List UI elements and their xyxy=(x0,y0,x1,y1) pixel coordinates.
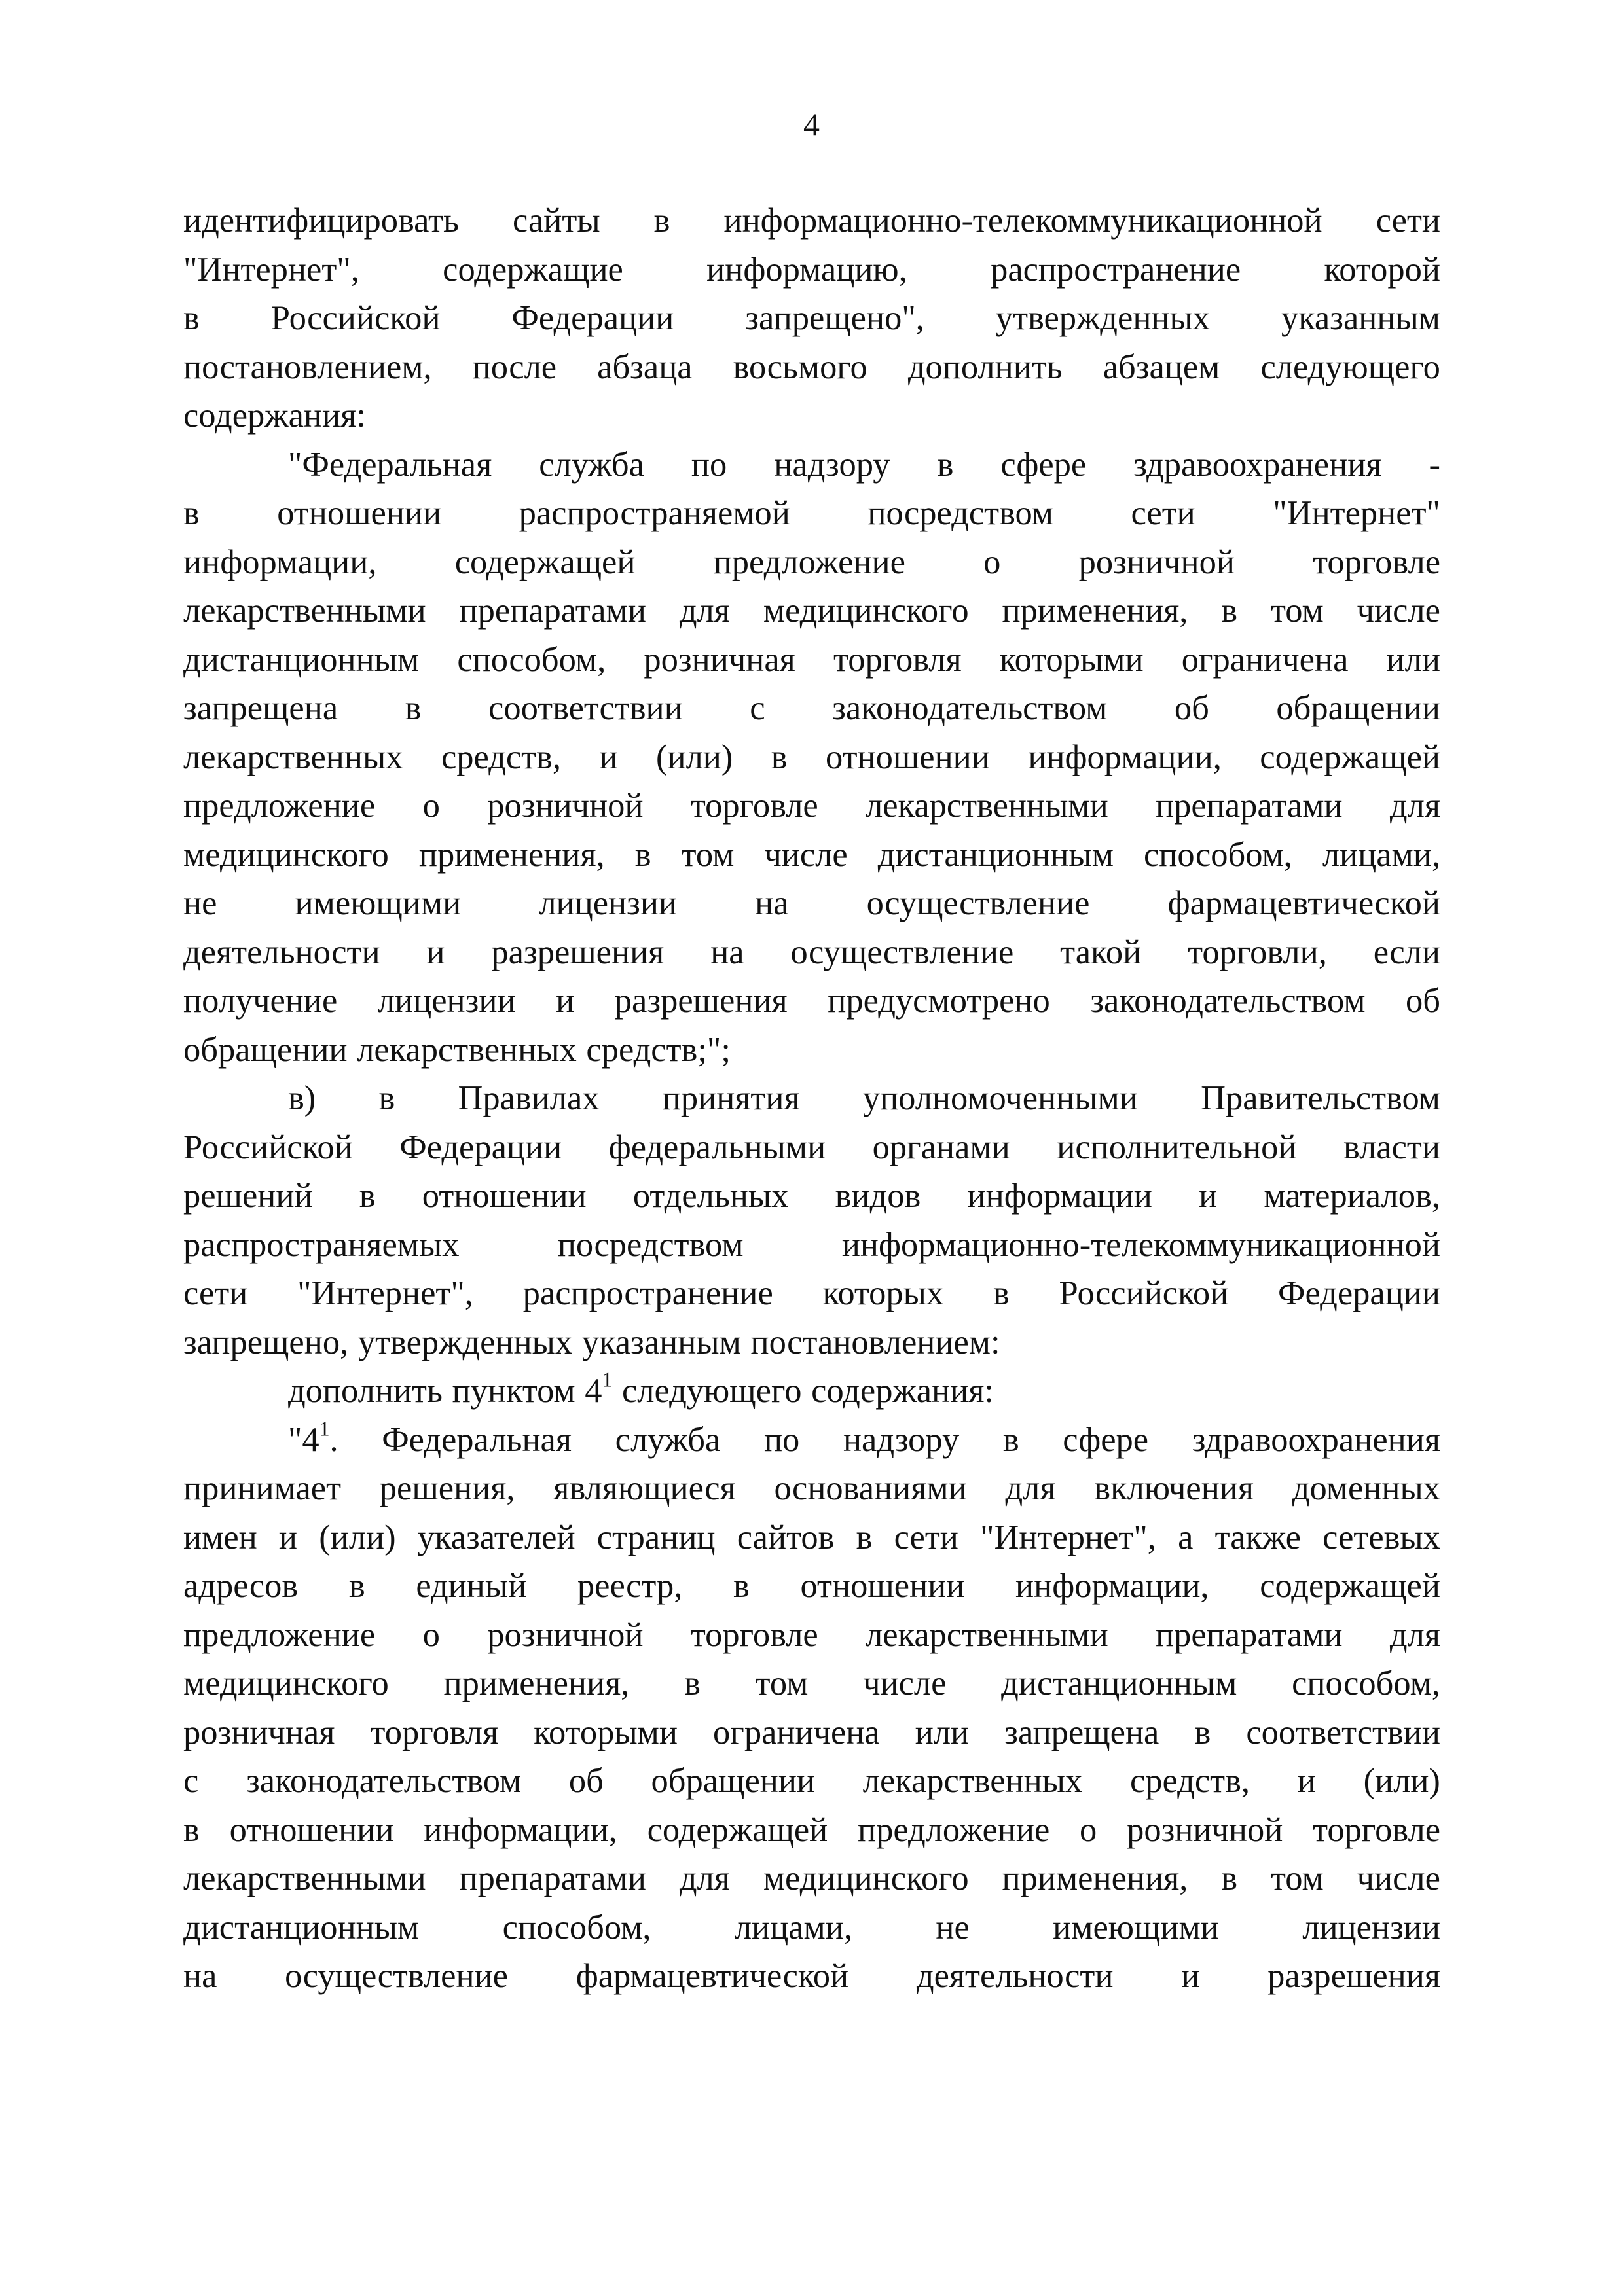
text-line xyxy=(183,391,1440,440)
word: сети xyxy=(1376,202,1440,240)
word: Федеральная xyxy=(382,1420,572,1459)
word: отношении xyxy=(800,1567,965,1605)
word: (или) xyxy=(655,738,733,776)
word: применения, xyxy=(443,1664,630,1702)
word: в xyxy=(348,1567,365,1605)
word: ограничена xyxy=(713,1713,880,1751)
word: дистанционным xyxy=(183,640,420,679)
text-line xyxy=(183,1123,1440,1172)
word: информацию, xyxy=(706,250,907,289)
word: которых xyxy=(822,1274,944,1312)
word: страниц xyxy=(596,1518,716,1556)
word: посредством xyxy=(557,1225,744,1264)
word: решений xyxy=(183,1177,313,1215)
text-line xyxy=(183,1318,1440,1367)
word: для xyxy=(679,1859,730,1897)
word: торговле xyxy=(1313,543,1440,581)
word: предусмотрено xyxy=(828,982,1050,1020)
word: законодательством xyxy=(832,689,1108,727)
word: отношении xyxy=(422,1177,587,1215)
word: об xyxy=(568,1762,604,1800)
word: постановлением, xyxy=(183,348,432,386)
word: об xyxy=(1405,982,1440,1020)
word: исполнительной xyxy=(1057,1128,1297,1166)
word: $4^1$ xyxy=(585,1368,613,1410)
word: "Интернет", xyxy=(297,1274,473,1312)
text-line xyxy=(183,1464,1440,1513)
word: в xyxy=(684,1664,701,1702)
word: отдельных xyxy=(632,1177,789,1215)
word: дистанционным xyxy=(183,1908,420,1946)
word: законодательством xyxy=(1090,982,1366,1020)
word: отношении xyxy=(229,1810,394,1849)
body-text xyxy=(183,196,1440,2001)
text-line xyxy=(183,1659,1440,1708)
word: том xyxy=(1270,592,1324,630)
word: лицами, xyxy=(734,1908,852,1946)
word: сети xyxy=(1131,494,1195,532)
word: и xyxy=(1297,1762,1316,1800)
word: лекарственных xyxy=(862,1762,1083,1800)
word: "$4^1$. xyxy=(288,1416,338,1459)
word: в xyxy=(183,494,200,532)
word: запрещено", xyxy=(745,299,924,337)
word: восьмого xyxy=(733,348,867,386)
word: препаратами xyxy=(1156,787,1343,825)
word: и xyxy=(278,1518,298,1556)
word: законодательством xyxy=(246,1762,522,1800)
text-line xyxy=(183,1757,1440,1806)
word: с xyxy=(750,689,765,727)
word: сети xyxy=(183,1274,248,1312)
word: дистанционным xyxy=(877,835,1114,874)
word: содержащие xyxy=(443,250,623,289)
word: Правилах xyxy=(458,1079,600,1117)
word: такой xyxy=(1060,933,1142,971)
text-line xyxy=(183,489,1440,538)
word: лицензии xyxy=(1302,1908,1440,1946)
word: в xyxy=(856,1518,873,1556)
word: лицензии xyxy=(539,884,678,922)
word: том xyxy=(755,1664,809,1702)
word: разрешения xyxy=(614,982,788,1020)
word: информации xyxy=(967,1177,1152,1215)
word: применения, xyxy=(418,835,605,874)
word: медицинского xyxy=(183,1664,389,1702)
word: числе xyxy=(1357,1859,1440,1897)
word: утвержденных xyxy=(357,1323,573,1361)
text-line xyxy=(183,879,1440,928)
word: препаратами xyxy=(459,592,646,630)
word: том xyxy=(681,835,735,874)
text-line xyxy=(183,1026,1440,1075)
word: в xyxy=(1221,1859,1238,1897)
word: обращении xyxy=(183,1030,348,1069)
word: сайтов xyxy=(737,1518,835,1556)
text-line xyxy=(183,977,1440,1026)
word: Федерации xyxy=(399,1128,562,1166)
word: розничной xyxy=(487,787,644,825)
word: "Интернет" xyxy=(1273,494,1440,532)
word: информационно-телекоммуникационной xyxy=(841,1225,1440,1264)
word: лекарственными xyxy=(866,787,1108,825)
word: и xyxy=(1199,1177,1218,1215)
word: и xyxy=(426,933,445,971)
word: уполномоченными xyxy=(862,1079,1138,1117)
word: в xyxy=(1002,1420,1019,1459)
text-line xyxy=(183,1221,1440,1270)
word: сети xyxy=(894,1518,958,1556)
text-line xyxy=(183,245,1440,295)
word: также xyxy=(1214,1518,1301,1556)
word: Российской xyxy=(270,299,441,337)
word: препаратами xyxy=(1156,1615,1343,1654)
word: дополнить xyxy=(288,1372,443,1410)
word: предложение xyxy=(183,1615,376,1654)
word: материалов, xyxy=(1264,1177,1440,1215)
word: информации, xyxy=(424,1810,617,1849)
word: деятельности xyxy=(916,1957,1114,1995)
word: служба xyxy=(615,1420,721,1459)
word: медицинского xyxy=(183,835,389,874)
word: идентифицировать xyxy=(183,202,459,240)
word: имен xyxy=(183,1518,257,1556)
word: которой xyxy=(1324,250,1440,289)
word: следующего xyxy=(1260,348,1440,386)
word: розничная xyxy=(183,1713,335,1751)
word: фармацевтической xyxy=(575,1957,849,1995)
word: способом, xyxy=(457,640,606,679)
word: следующего xyxy=(621,1372,802,1410)
word: применения, xyxy=(1002,592,1188,630)
text-line xyxy=(183,1952,1440,2001)
word: соответствии xyxy=(488,689,683,727)
word: обращении xyxy=(1276,689,1440,727)
word: в xyxy=(634,835,651,874)
word: торговля xyxy=(370,1713,499,1751)
word: медицинского xyxy=(763,1859,969,1897)
text-line xyxy=(183,586,1440,636)
word: имеющими xyxy=(1053,1908,1219,1946)
word: органами xyxy=(872,1128,1010,1166)
word: розничной xyxy=(487,1615,644,1654)
word: запрещена xyxy=(183,689,338,727)
word: по xyxy=(763,1420,800,1459)
page-number: 4 xyxy=(803,106,820,143)
word: торговле xyxy=(690,1615,818,1654)
word: в xyxy=(359,1177,376,1215)
word: с xyxy=(183,1762,199,1800)
word: в xyxy=(993,1274,1010,1312)
word: информации, xyxy=(1028,738,1222,776)
word: дистанционным xyxy=(1001,1664,1237,1702)
word: содержания: xyxy=(811,1372,994,1410)
text-line xyxy=(183,1513,1440,1562)
word: информации, xyxy=(1015,1567,1209,1605)
text-line xyxy=(183,1611,1440,1660)
word: лекарственными xyxy=(866,1615,1108,1654)
word: абзацем xyxy=(1103,348,1220,386)
word: после xyxy=(472,348,557,386)
word: включения xyxy=(1094,1469,1254,1507)
text-line xyxy=(183,294,1440,343)
word: о xyxy=(983,543,1001,581)
text-line xyxy=(183,343,1440,392)
word: осуществление xyxy=(790,933,1014,971)
word: фармацевтической xyxy=(1167,884,1440,922)
text-line xyxy=(183,1074,1440,1123)
word: об xyxy=(1174,689,1209,727)
word: "Федеральная xyxy=(288,445,492,484)
word: деятельности xyxy=(183,933,380,971)
word: и xyxy=(556,982,575,1020)
text-line xyxy=(183,196,1440,245)
word: розничной xyxy=(1127,1810,1283,1849)
word: средств, xyxy=(1130,1762,1250,1800)
word: осуществление xyxy=(866,884,1090,922)
word: на xyxy=(755,884,789,922)
word: федеральными xyxy=(608,1128,826,1166)
word: видов xyxy=(835,1177,921,1215)
word: имеющими xyxy=(295,884,462,922)
word: лекарственными xyxy=(183,1859,426,1897)
word: средств, xyxy=(441,738,561,776)
word: на xyxy=(710,933,744,971)
word: надзору xyxy=(774,445,890,484)
word: адресов xyxy=(183,1567,299,1605)
word: информации, xyxy=(183,543,377,581)
word: являющиеся xyxy=(553,1469,736,1507)
word: в xyxy=(1194,1713,1211,1751)
word: Российской xyxy=(1059,1274,1229,1312)
word: в) xyxy=(288,1079,316,1117)
word: которыми xyxy=(999,640,1144,679)
text-line xyxy=(183,440,1440,490)
word: пунктом xyxy=(452,1372,575,1410)
word: "Интернет", xyxy=(183,250,359,289)
word: числе xyxy=(764,835,848,874)
word: лекарственными xyxy=(183,592,426,630)
word: медицинского xyxy=(763,592,969,630)
word: числе xyxy=(1357,592,1440,630)
word: числе xyxy=(863,1664,947,1702)
word: отношении xyxy=(277,494,442,532)
word: разрешения xyxy=(491,933,665,971)
word: (или) xyxy=(319,1518,396,1556)
word: распространяемой xyxy=(519,494,790,532)
word: принятия xyxy=(662,1079,800,1117)
text-line xyxy=(183,1416,1440,1465)
word: и xyxy=(599,738,618,776)
word: сфере xyxy=(1063,1420,1149,1459)
word: применения, xyxy=(1002,1859,1188,1897)
text-line xyxy=(183,928,1440,977)
word: сайты xyxy=(513,202,600,240)
text-line xyxy=(183,636,1440,685)
word: для xyxy=(1389,1615,1440,1654)
word: в xyxy=(1221,592,1238,630)
word: Правительством xyxy=(1201,1079,1440,1117)
text-line xyxy=(183,538,1440,587)
word: о xyxy=(422,787,440,825)
word: распространение xyxy=(991,250,1241,289)
word: здравоохранения xyxy=(1192,1420,1440,1459)
word: в xyxy=(937,445,954,484)
word: утвержденных xyxy=(995,299,1211,337)
word: информационно-телекоммуникационной xyxy=(723,202,1322,240)
word: торговле xyxy=(1313,1810,1440,1849)
word: в xyxy=(183,299,200,337)
word: содержания: xyxy=(183,397,366,435)
text-line xyxy=(183,781,1440,831)
word: содержащей xyxy=(1260,1567,1440,1605)
word: "Интернет", xyxy=(980,1518,1156,1556)
word: в xyxy=(653,202,670,240)
word: постановлением: xyxy=(750,1323,1000,1361)
word: содержащей xyxy=(647,1810,828,1849)
word: посредством xyxy=(867,494,1054,532)
word: здравоохранения xyxy=(1133,445,1382,484)
word: розничная xyxy=(644,640,795,679)
word: не xyxy=(183,884,217,922)
word: не xyxy=(936,1908,970,1946)
word: и xyxy=(1181,1957,1200,1995)
word: (или) xyxy=(1363,1762,1440,1800)
word: для xyxy=(1389,787,1440,825)
word: препаратами xyxy=(459,1859,646,1897)
word: или xyxy=(1386,640,1440,679)
text-line xyxy=(183,1172,1440,1221)
word: дополнить xyxy=(907,348,1063,386)
text-line xyxy=(183,1903,1440,1952)
word: указателей xyxy=(417,1518,575,1556)
word: для xyxy=(1005,1469,1056,1507)
word: в xyxy=(733,1567,750,1605)
word: отношении xyxy=(826,738,990,776)
word: средств;"; xyxy=(586,1030,731,1069)
word: в xyxy=(183,1810,200,1849)
word: Федерации xyxy=(1278,1274,1440,1312)
word: - xyxy=(1429,445,1440,484)
text-line xyxy=(183,733,1440,782)
word: реестр, xyxy=(577,1567,683,1605)
word: абзаца xyxy=(597,348,693,386)
text-line xyxy=(183,831,1440,880)
text-line xyxy=(183,684,1440,733)
word: Федерации xyxy=(511,299,674,337)
word: розничной xyxy=(1078,543,1235,581)
word: если xyxy=(1373,933,1440,971)
word: основаниями xyxy=(774,1469,967,1507)
text-line xyxy=(183,1806,1440,1855)
word: которыми xyxy=(534,1713,678,1751)
word: сфере xyxy=(1000,445,1087,484)
word: торговле xyxy=(690,787,818,825)
word: о xyxy=(422,1615,440,1654)
word: предложение xyxy=(858,1810,1050,1849)
word: указанным xyxy=(581,1323,741,1361)
word: способом, xyxy=(1292,1664,1440,1702)
word: в xyxy=(771,738,788,776)
word: или xyxy=(915,1713,970,1751)
word: обращении xyxy=(651,1762,816,1800)
word: служба xyxy=(539,445,644,484)
word: в xyxy=(378,1079,395,1117)
word: власти xyxy=(1343,1128,1440,1166)
word: осуществление xyxy=(285,1957,508,1995)
word: по xyxy=(691,445,727,484)
word: сетевых xyxy=(1322,1518,1440,1556)
word: на xyxy=(183,1957,217,1995)
word: в xyxy=(405,689,422,727)
word: о xyxy=(1080,1810,1097,1849)
word: лицами, xyxy=(1322,835,1440,874)
word: указанным xyxy=(1281,299,1440,337)
word: соответствии xyxy=(1246,1713,1440,1751)
word: способом, xyxy=(1143,835,1292,874)
word: том xyxy=(1270,1859,1324,1897)
text-line xyxy=(183,1562,1440,1611)
word: лицензии xyxy=(377,982,516,1020)
word: способом, xyxy=(502,1908,651,1946)
word: содержащей xyxy=(1260,738,1440,776)
text-line xyxy=(183,1708,1440,1757)
word: запрещена xyxy=(1004,1713,1159,1751)
word: разрешения xyxy=(1267,1957,1440,1995)
word: содержащей xyxy=(454,543,636,581)
word: распространяемых xyxy=(183,1225,460,1264)
word: принимает xyxy=(183,1469,342,1507)
text-line xyxy=(183,1367,1440,1416)
word: доменных xyxy=(1292,1469,1440,1507)
text-line xyxy=(183,1269,1440,1318)
word: лекарственных xyxy=(183,738,403,776)
word: торговля xyxy=(833,640,962,679)
word: а xyxy=(1178,1518,1194,1556)
word: надзору xyxy=(843,1420,960,1459)
word: торговли, xyxy=(1188,933,1327,971)
word: предложение xyxy=(713,543,905,581)
word: решения, xyxy=(379,1469,515,1507)
word: Российской xyxy=(183,1128,353,1166)
word: запрещено, xyxy=(183,1323,349,1361)
word: единый xyxy=(416,1567,527,1605)
word: ограничена xyxy=(1181,640,1349,679)
word: лекарственных xyxy=(357,1030,577,1069)
word: получение xyxy=(183,982,338,1020)
word: для xyxy=(679,592,730,630)
word: предложение xyxy=(183,787,376,825)
text-line xyxy=(183,1854,1440,1903)
word: распространение xyxy=(522,1274,773,1312)
